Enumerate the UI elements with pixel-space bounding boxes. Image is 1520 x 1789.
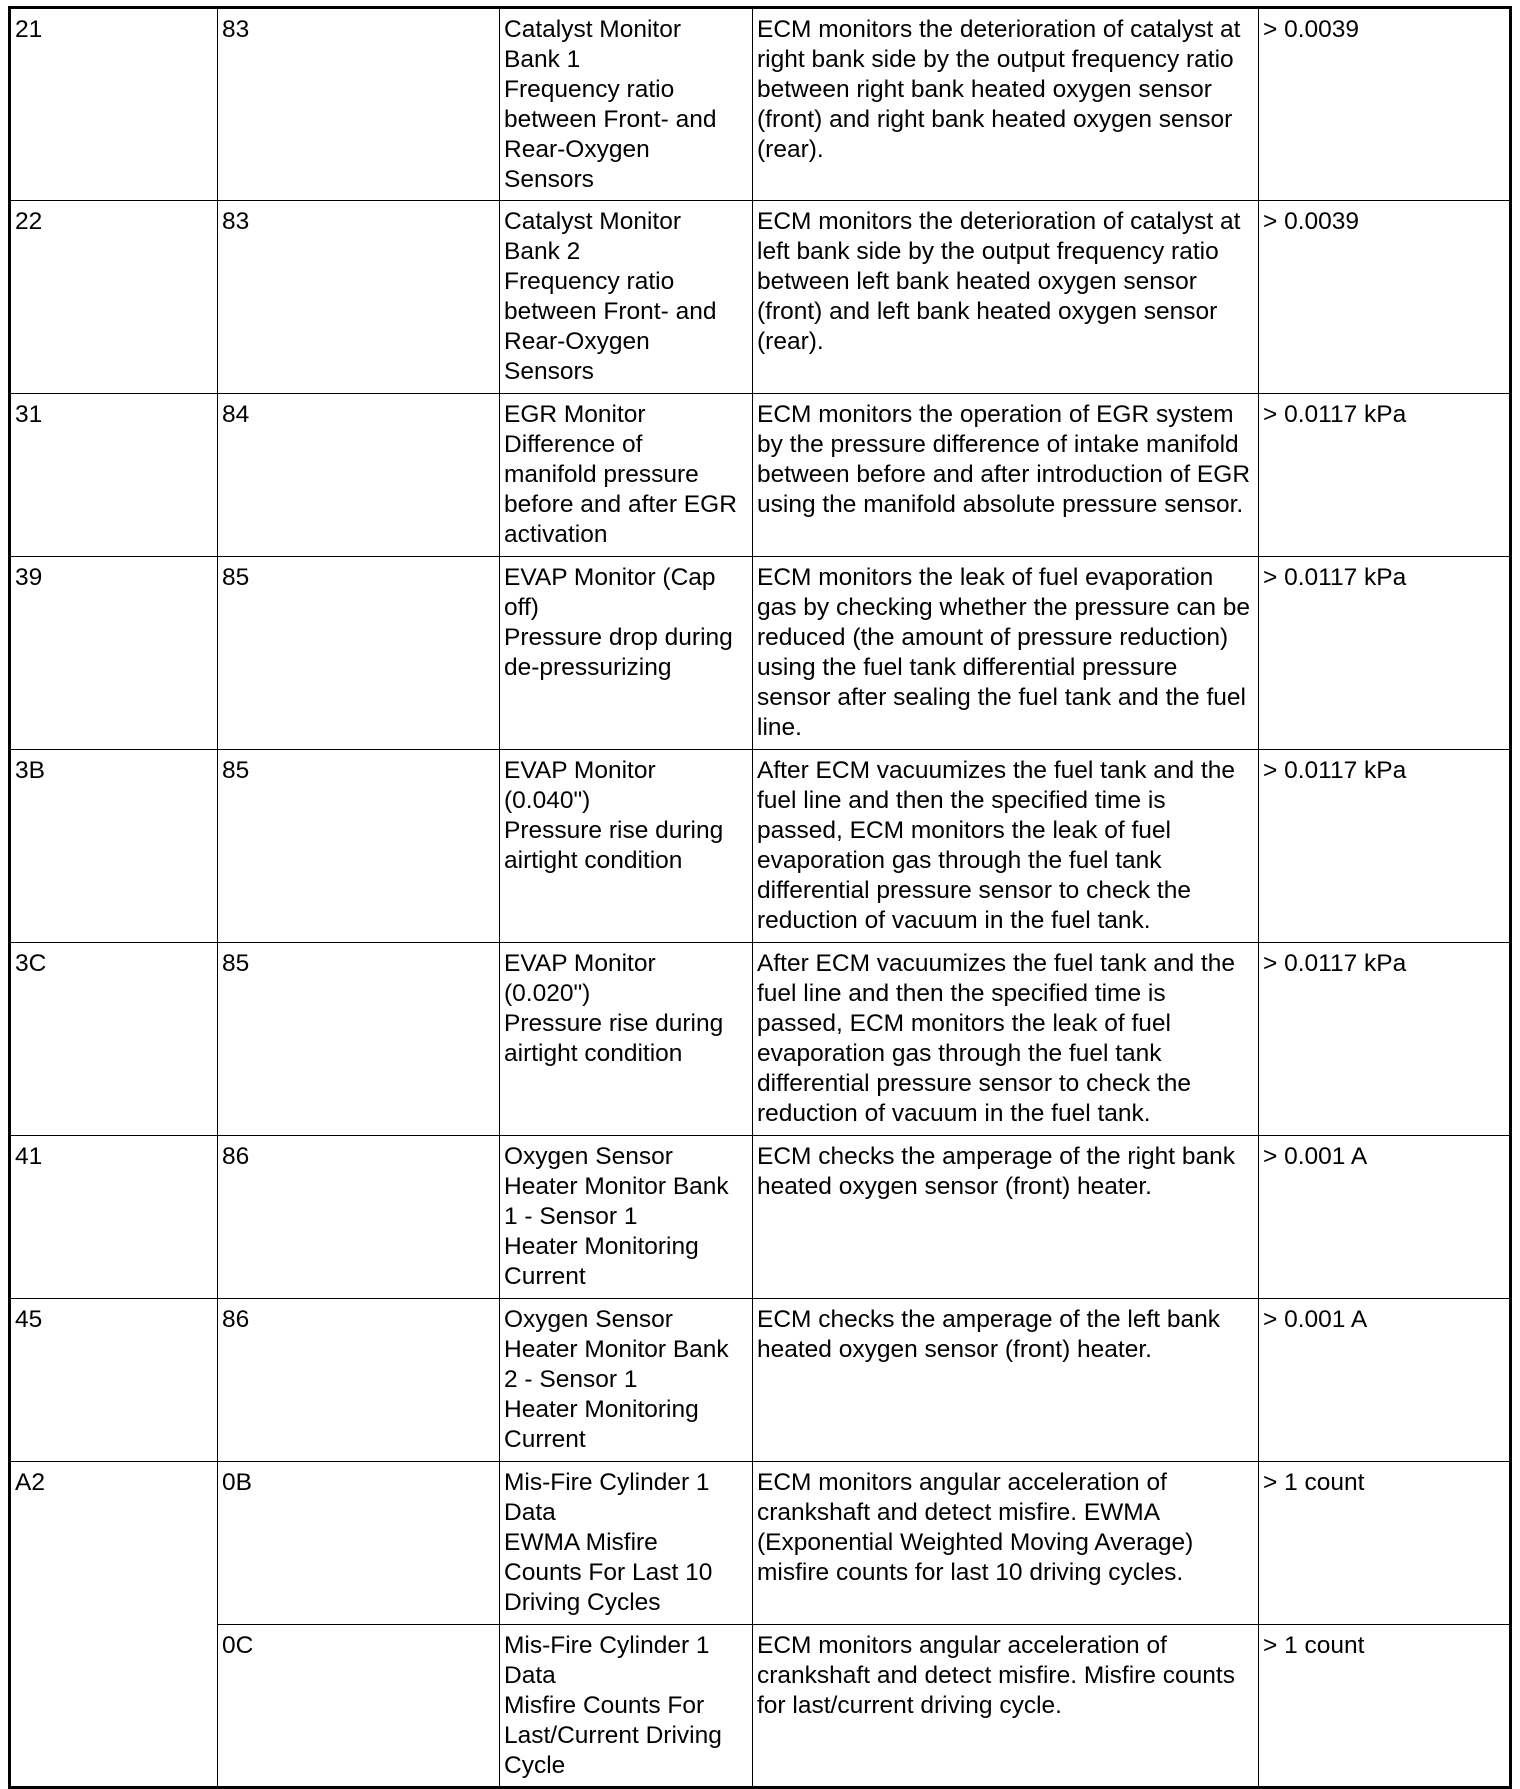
description-text: ECM monitors the deterioration of catalyst at left bank side by the output frequency ratio between left bank heated oxygen sensor (front) and left bank heated oxygen sensor (rear). (757, 208, 1241, 355)
test-id-cell: 22 (10, 201, 218, 394)
monitor-item-line: Difference of (504, 431, 643, 458)
monitor-item-line: airtight condition (504, 847, 683, 874)
monitor-item-cell (500, 8, 753, 201)
monitor-item-line: Rear-Oxygen (504, 136, 650, 163)
description-cell (753, 1299, 1259, 1462)
monitor-item-line: Sensors (504, 166, 594, 193)
component-id-cell: 85 (218, 557, 500, 750)
monitor-item-line: Bank 1 (504, 46, 581, 73)
monitor-item-cell (500, 943, 753, 1136)
description-text: ECM checks the amperage of the left bank heated oxygen sensor (front) heater. (757, 1306, 1221, 1363)
monitor-item-line: 1 - Sensor 1 (504, 1203, 638, 1230)
monitor-item-line: between Front- and (504, 106, 717, 133)
monitor-item-line: Misfire Counts For (504, 1692, 705, 1719)
monitor-item-line: Catalyst Monitor (504, 16, 682, 43)
monitor-item-line: Pressure rise during (504, 817, 724, 844)
table-row (10, 943, 1511, 1136)
monitor-item-line: (0.040") (504, 787, 591, 814)
component-id-cell: 0B (218, 1462, 500, 1625)
table-row (10, 394, 1511, 557)
test-id-cell: A2 (10, 1462, 218, 1788)
component-id-cell: 86 (218, 1299, 500, 1462)
monitor-item-line: Heater Monitor Bank (504, 1173, 729, 1200)
table-body (10, 8, 1511, 1788)
table-row (10, 201, 1511, 394)
monitor-item-line: manifold pressure (504, 461, 699, 488)
monitor-item-line: Last/Current Driving (504, 1722, 722, 1749)
description-cell (753, 8, 1259, 201)
monitor-item-line: EVAP Monitor (504, 757, 656, 784)
monitor-item-lines (504, 1305, 748, 1455)
monitor-item-lines (504, 1631, 748, 1781)
monitor-item-lines (504, 1142, 748, 1292)
component-id-cell: 83 (218, 8, 500, 201)
description-text: After ECM vacuumizes the fuel tank and the fuel line and then the specified time is passed, ECM monitors the leak of fuel evaporation gas through the fuel tank differential pressure sensor to check the reduction of vacuum in the fuel tank. (757, 757, 1235, 934)
component-id-cell: 0C (218, 1625, 500, 1788)
threshold-value-cell: > 0.0117 kPa (1259, 943, 1511, 1136)
monitor-item-line: Oxygen Sensor (504, 1143, 673, 1170)
threshold-value-cell: > 0.0117 kPa (1259, 750, 1511, 943)
description-cell (753, 1136, 1259, 1299)
table-row (10, 750, 1511, 943)
description-text: ECM monitors the deterioration of catalyst at right bank side by the output frequency ratio between right bank heated oxygen sensor (front) and right bank heated oxygen sensor (rear). (757, 16, 1241, 163)
threshold-value-cell: > 0.0117 kPa (1259, 394, 1511, 557)
table-row (10, 1299, 1511, 1462)
component-id-cell: 86 (218, 1136, 500, 1299)
monitor-item-line: Catalyst Monitor (504, 208, 682, 235)
test-id-cell: 45 (10, 1299, 218, 1462)
threshold-value-cell: > 1 count (1259, 1625, 1511, 1788)
monitor-item-lines (504, 563, 748, 683)
monitor-item-line: Pressure rise during (504, 1010, 724, 1037)
monitor-item-line: Frequency ratio (504, 76, 675, 103)
monitor-item-line: Driving Cycles (504, 1589, 661, 1616)
monitor-item-line: Rear-Oxygen (504, 328, 650, 355)
description-cell (753, 943, 1259, 1136)
monitor-item-line: Current (504, 1426, 586, 1453)
monitor-item-cell (500, 1136, 753, 1299)
monitor-item-lines (504, 400, 748, 550)
table-row (10, 1462, 1511, 1625)
test-id-cell: 3B (10, 750, 218, 943)
description-text: ECM monitors angular acceleration of crankshaft and detect misfire. EWMA (Exponential Weighted Moving Average) misfire counts for last 10 driving cycles. (757, 1469, 1194, 1586)
document-page (8, 6, 1512, 1789)
monitor-item-line: off) (504, 594, 539, 621)
monitor-item-line: Current (504, 1263, 586, 1290)
component-id-cell: 84 (218, 394, 500, 557)
description-cell (753, 201, 1259, 394)
monitor-item-cell (500, 1625, 753, 1788)
test-id-cell: 41 (10, 1136, 218, 1299)
monitor-item-line: activation (504, 521, 608, 548)
monitor-item-line: Cycle (504, 1752, 566, 1779)
monitor-item-cell (500, 394, 753, 557)
monitor-item-line: before and after EGR (504, 491, 737, 518)
monitor-item-line: Sensors (504, 358, 594, 385)
description-text: ECM checks the amperage of the right bank heated oxygen sensor (front) heater. (757, 1143, 1236, 1200)
threshold-value-cell: > 1 count (1259, 1462, 1511, 1625)
monitor-item-line: Heater Monitoring (504, 1233, 699, 1260)
threshold-value-cell: > 0.0039 (1259, 8, 1511, 201)
component-id-cell: 83 (218, 201, 500, 394)
monitor-item-line: Mis-Fire Cylinder 1 (504, 1469, 710, 1496)
monitor-item-line: Mis-Fire Cylinder 1 (504, 1632, 710, 1659)
monitor-item-line: between Front- and (504, 298, 717, 325)
description-cell (753, 394, 1259, 557)
test-id-cell: 3C (10, 943, 218, 1136)
monitor-item-lines (504, 1468, 748, 1618)
component-id-cell: 85 (218, 750, 500, 943)
test-id-cell: 21 (10, 8, 218, 201)
description-cell (753, 750, 1259, 943)
table-row (10, 1136, 1511, 1299)
description-text: After ECM vacuumizes the fuel tank and the fuel line and then the specified time is passed, ECM monitors the leak of fuel evaporation gas through the fuel tank differential pressure sensor to check the reduction of vacuum in the fuel tank. (757, 950, 1235, 1127)
test-id-cell: 39 (10, 557, 218, 750)
monitor-item-line: Heater Monitor Bank (504, 1336, 729, 1363)
monitor-item-lines (504, 15, 748, 195)
monitor-item-line: (0.020") (504, 980, 591, 1007)
monitor-item-line: Frequency ratio (504, 268, 675, 295)
monitor-item-line: Data (504, 1662, 556, 1689)
monitor-item-lines (504, 207, 748, 387)
component-id-cell: 85 (218, 943, 500, 1136)
monitor-item-line: Pressure drop during (504, 624, 733, 651)
monitor-item-line: Oxygen Sensor (504, 1306, 673, 1333)
monitor-spec-table (8, 6, 1512, 1789)
monitor-item-line: 2 - Sensor 1 (504, 1366, 638, 1393)
monitor-item-cell (500, 1462, 753, 1625)
table-row (10, 8, 1511, 201)
monitor-item-cell (500, 750, 753, 943)
description-text: ECM monitors the leak of fuel evaporation gas by checking whether the pressure can be reduced (the amount of pressure reduction) using the fuel tank differential pressure sensor after sealing the fuel tank and the fuel line. (757, 564, 1251, 741)
description-cell (753, 1625, 1259, 1788)
threshold-value-cell: > 0.001 A (1259, 1136, 1511, 1299)
threshold-value-cell: > 0.001 A (1259, 1299, 1511, 1462)
monitor-item-line: Data (504, 1499, 556, 1526)
description-text: ECM monitors the operation of EGR system by the pressure difference of intake manifold between before and after introduction of EGR using the manifold absolute pressure sensor. (757, 401, 1251, 518)
monitor-item-lines (504, 949, 748, 1069)
monitor-item-lines (504, 756, 748, 876)
monitor-item-cell (500, 201, 753, 394)
monitor-item-line: EGR Monitor (504, 401, 646, 428)
description-cell (753, 1462, 1259, 1625)
monitor-item-line: EVAP Monitor (Cap (504, 564, 716, 591)
monitor-item-line: de-pressurizing (504, 654, 672, 681)
threshold-value-cell: > 0.0117 kPa (1259, 557, 1511, 750)
table-row (10, 1625, 1511, 1788)
monitor-item-cell (500, 557, 753, 750)
threshold-value-cell: > 0.0039 (1259, 201, 1511, 394)
monitor-item-cell (500, 1299, 753, 1462)
monitor-item-line: airtight condition (504, 1040, 683, 1067)
monitor-item-line: EVAP Monitor (504, 950, 656, 977)
monitor-item-line: Heater Monitoring (504, 1396, 699, 1423)
monitor-item-line: EWMA Misfire (504, 1529, 658, 1556)
test-id-cell: 31 (10, 394, 218, 557)
description-cell (753, 557, 1259, 750)
monitor-item-line: Bank 2 (504, 238, 581, 265)
description-text: ECM monitors angular acceleration of crankshaft and detect misfire. Misfire counts for last/current driving cycle. (757, 1632, 1235, 1719)
monitor-item-line: Counts For Last 10 (504, 1559, 713, 1586)
table-row (10, 557, 1511, 750)
